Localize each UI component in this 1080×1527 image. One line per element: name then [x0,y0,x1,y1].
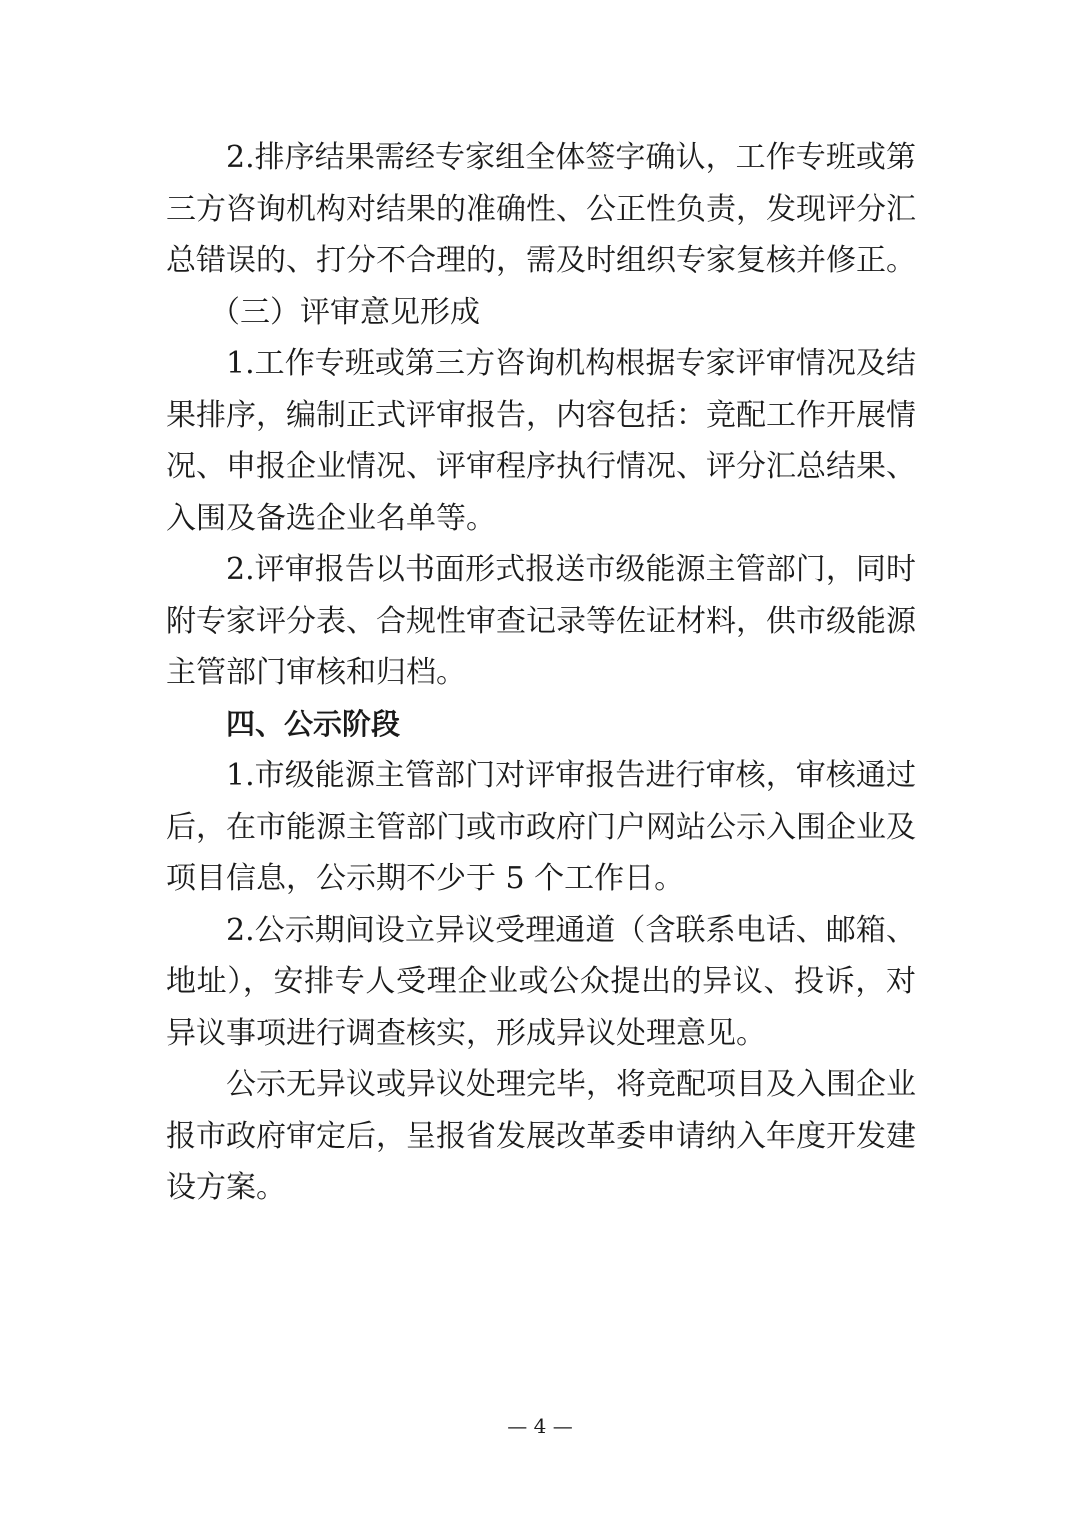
page-number: — 4 — [507,1414,573,1438]
paragraph-publicity-review: 1.市级能源主管部门对评审报告进行审核，审核通过后，在市能源主管部门或市政府门户网站公示入围企业及项目信息，公示期不少于 5 个工作日。 [166,758,916,896]
paragraph-report-submission: 2.评审报告以书面形式报送市级能源主管部门，同时附专家评分表、合规性审查记录等佐证材料，供市级能源主管部门审核和归档。 [166,552,916,690]
section-heading-review-opinion: （三）评审意见形成 [210,294,480,330]
paragraph-objection-channel: 2.公示期间设立异议受理通道（含联系电话、邮箱、地址），安排专人受理企业或公众提出的异议、投诉，对异议事项进行调查核实，形成异议处理意见。 [166,912,916,1051]
paragraph-final-submission: 公示无异议或异议处理完毕，将竞配项目及入围企业报市政府审定后，呈报省发展改革委申请纳入年度开发建设方案。 [166,1067,916,1205]
paragraph-review-report: 1.工作专班或第三方咨询机构根据专家评审情况及结果排序，编制正式评审报告，内容包括：竞配工作开展情况、申报企业情况、评审程序执行情况、评分汇总结果、入围及备选企业名单等。 [166,346,916,536]
document-body [166,132,916,1214]
paragraph-ranking-confirmation: 2.排序结果需经专家组全体签字确认，工作专班或第三方咨询机构对结果的准确性、公正性负责，发现评分汇总错误的、打分不合理的，需及时组织专家复核并修正。 [166,140,916,278]
section-heading-publicity: 四、公示阶段 [226,706,401,741]
